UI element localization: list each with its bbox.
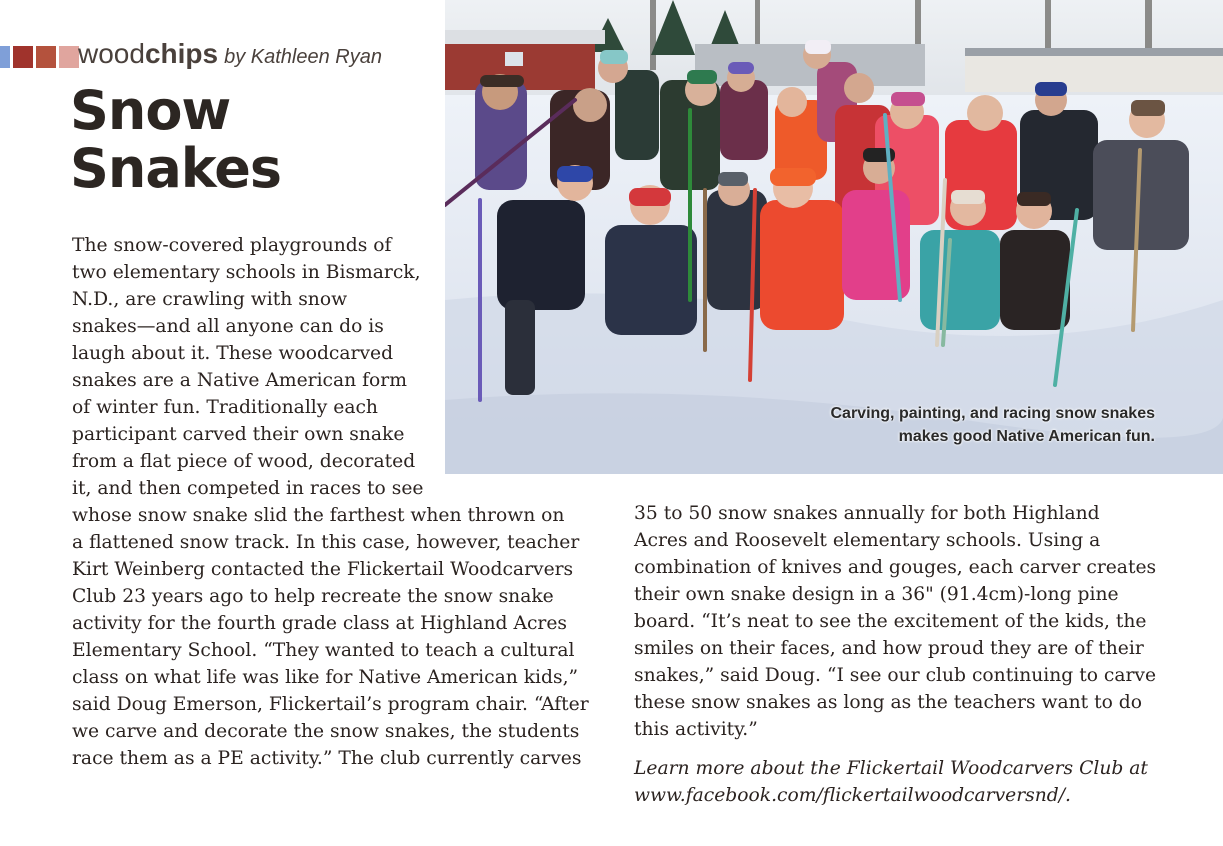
kicker-chips: chips (144, 38, 219, 69)
section-kicker (78, 38, 382, 70)
text-line: whose snow snake slid the farthest when thrown on (72, 505, 565, 526)
caption-line-2: makes good Native American fun. (898, 428, 1155, 445)
text-line: The snow-covered playgrounds of (72, 235, 392, 256)
text-line: we carve and decorate the snow snakes, the students (72, 721, 580, 742)
note-line-1: Learn more about the Flickertail Woodcarvers Club at (634, 758, 1148, 779)
text-line: a flattened snow track. In this case, however, teacher (72, 532, 580, 553)
kicker-wood: wood (78, 38, 145, 69)
text-line: of winter fun. Traditionally each (72, 397, 378, 418)
text-line: participant carved their own snake (72, 424, 405, 445)
swatch-red (13, 46, 33, 68)
text-line: laugh about it. These woodcarved (72, 343, 394, 364)
byline: by Kathleen Ryan (224, 46, 382, 68)
text-line: board. “It’s neat to see the excitement of the kids, the (634, 611, 1147, 632)
text-line: snakes,” said Doug. “I see our club continuing to carve (634, 665, 1157, 686)
swatch-pink (59, 46, 79, 68)
text-line: class on what life was like for Native American kids,” (72, 667, 579, 688)
text-line: Acres and Roosevelt elementary schools. Using a (634, 530, 1101, 551)
text-line: race them as a PE activity.” The club currently carves (72, 748, 582, 769)
swatch-blue (0, 46, 10, 68)
text-line: combination of knives and gouges, each carver creates (634, 557, 1157, 578)
caption-line-1: Carving, painting, and racing snow snakes (830, 405, 1155, 422)
text-line: 35 to 50 snow snakes annually for both Highland (634, 503, 1100, 524)
color-swatches (0, 46, 79, 68)
body-column-2 (634, 500, 1156, 809)
text-line: N.D., are crawling with snow (72, 289, 348, 310)
text-line: Kirt Weinberg contacted the Flickertail Woodcarvers (72, 559, 574, 580)
photo-caption (830, 402, 1155, 448)
text-line: Club 23 years ago to help recreate the snow snake (72, 586, 554, 607)
swatch-rust (36, 46, 56, 68)
body-column-1 (72, 232, 589, 772)
text-line: Elementary School. “They wanted to teach a cultural (72, 640, 575, 661)
text-line: it, and then competed in races to see (72, 478, 424, 499)
title-line-2: Snakes (70, 137, 282, 200)
text-line: snakes are a Native American form (72, 370, 407, 391)
text-line: smiles on their faces, and how proud they are of their (634, 638, 1144, 659)
text-line: this activity.” (634, 719, 758, 740)
title-line-1: Snow (70, 79, 231, 142)
text-line: these snow snakes as long as the teachers want to do (634, 692, 1143, 713)
text-line: two elementary schools in Bismarck, (72, 262, 421, 283)
text-line: snakes—and all anyone can do is (72, 316, 384, 337)
article-title (70, 79, 430, 200)
note-url-line: www.facebook.com/flickertailwoodcarversnd/. (634, 785, 1071, 806)
text-line: from a flat piece of wood, decorated (72, 451, 416, 472)
text-line: activity for the fourth grade class at Highland Acres (72, 613, 568, 634)
closing-note (634, 755, 1156, 809)
text-line: said Doug Emerson, Flickertail’s program chair. “After (72, 694, 589, 715)
text-line: their own snake design in a 36" (91.4cm)-long pine (634, 584, 1119, 605)
